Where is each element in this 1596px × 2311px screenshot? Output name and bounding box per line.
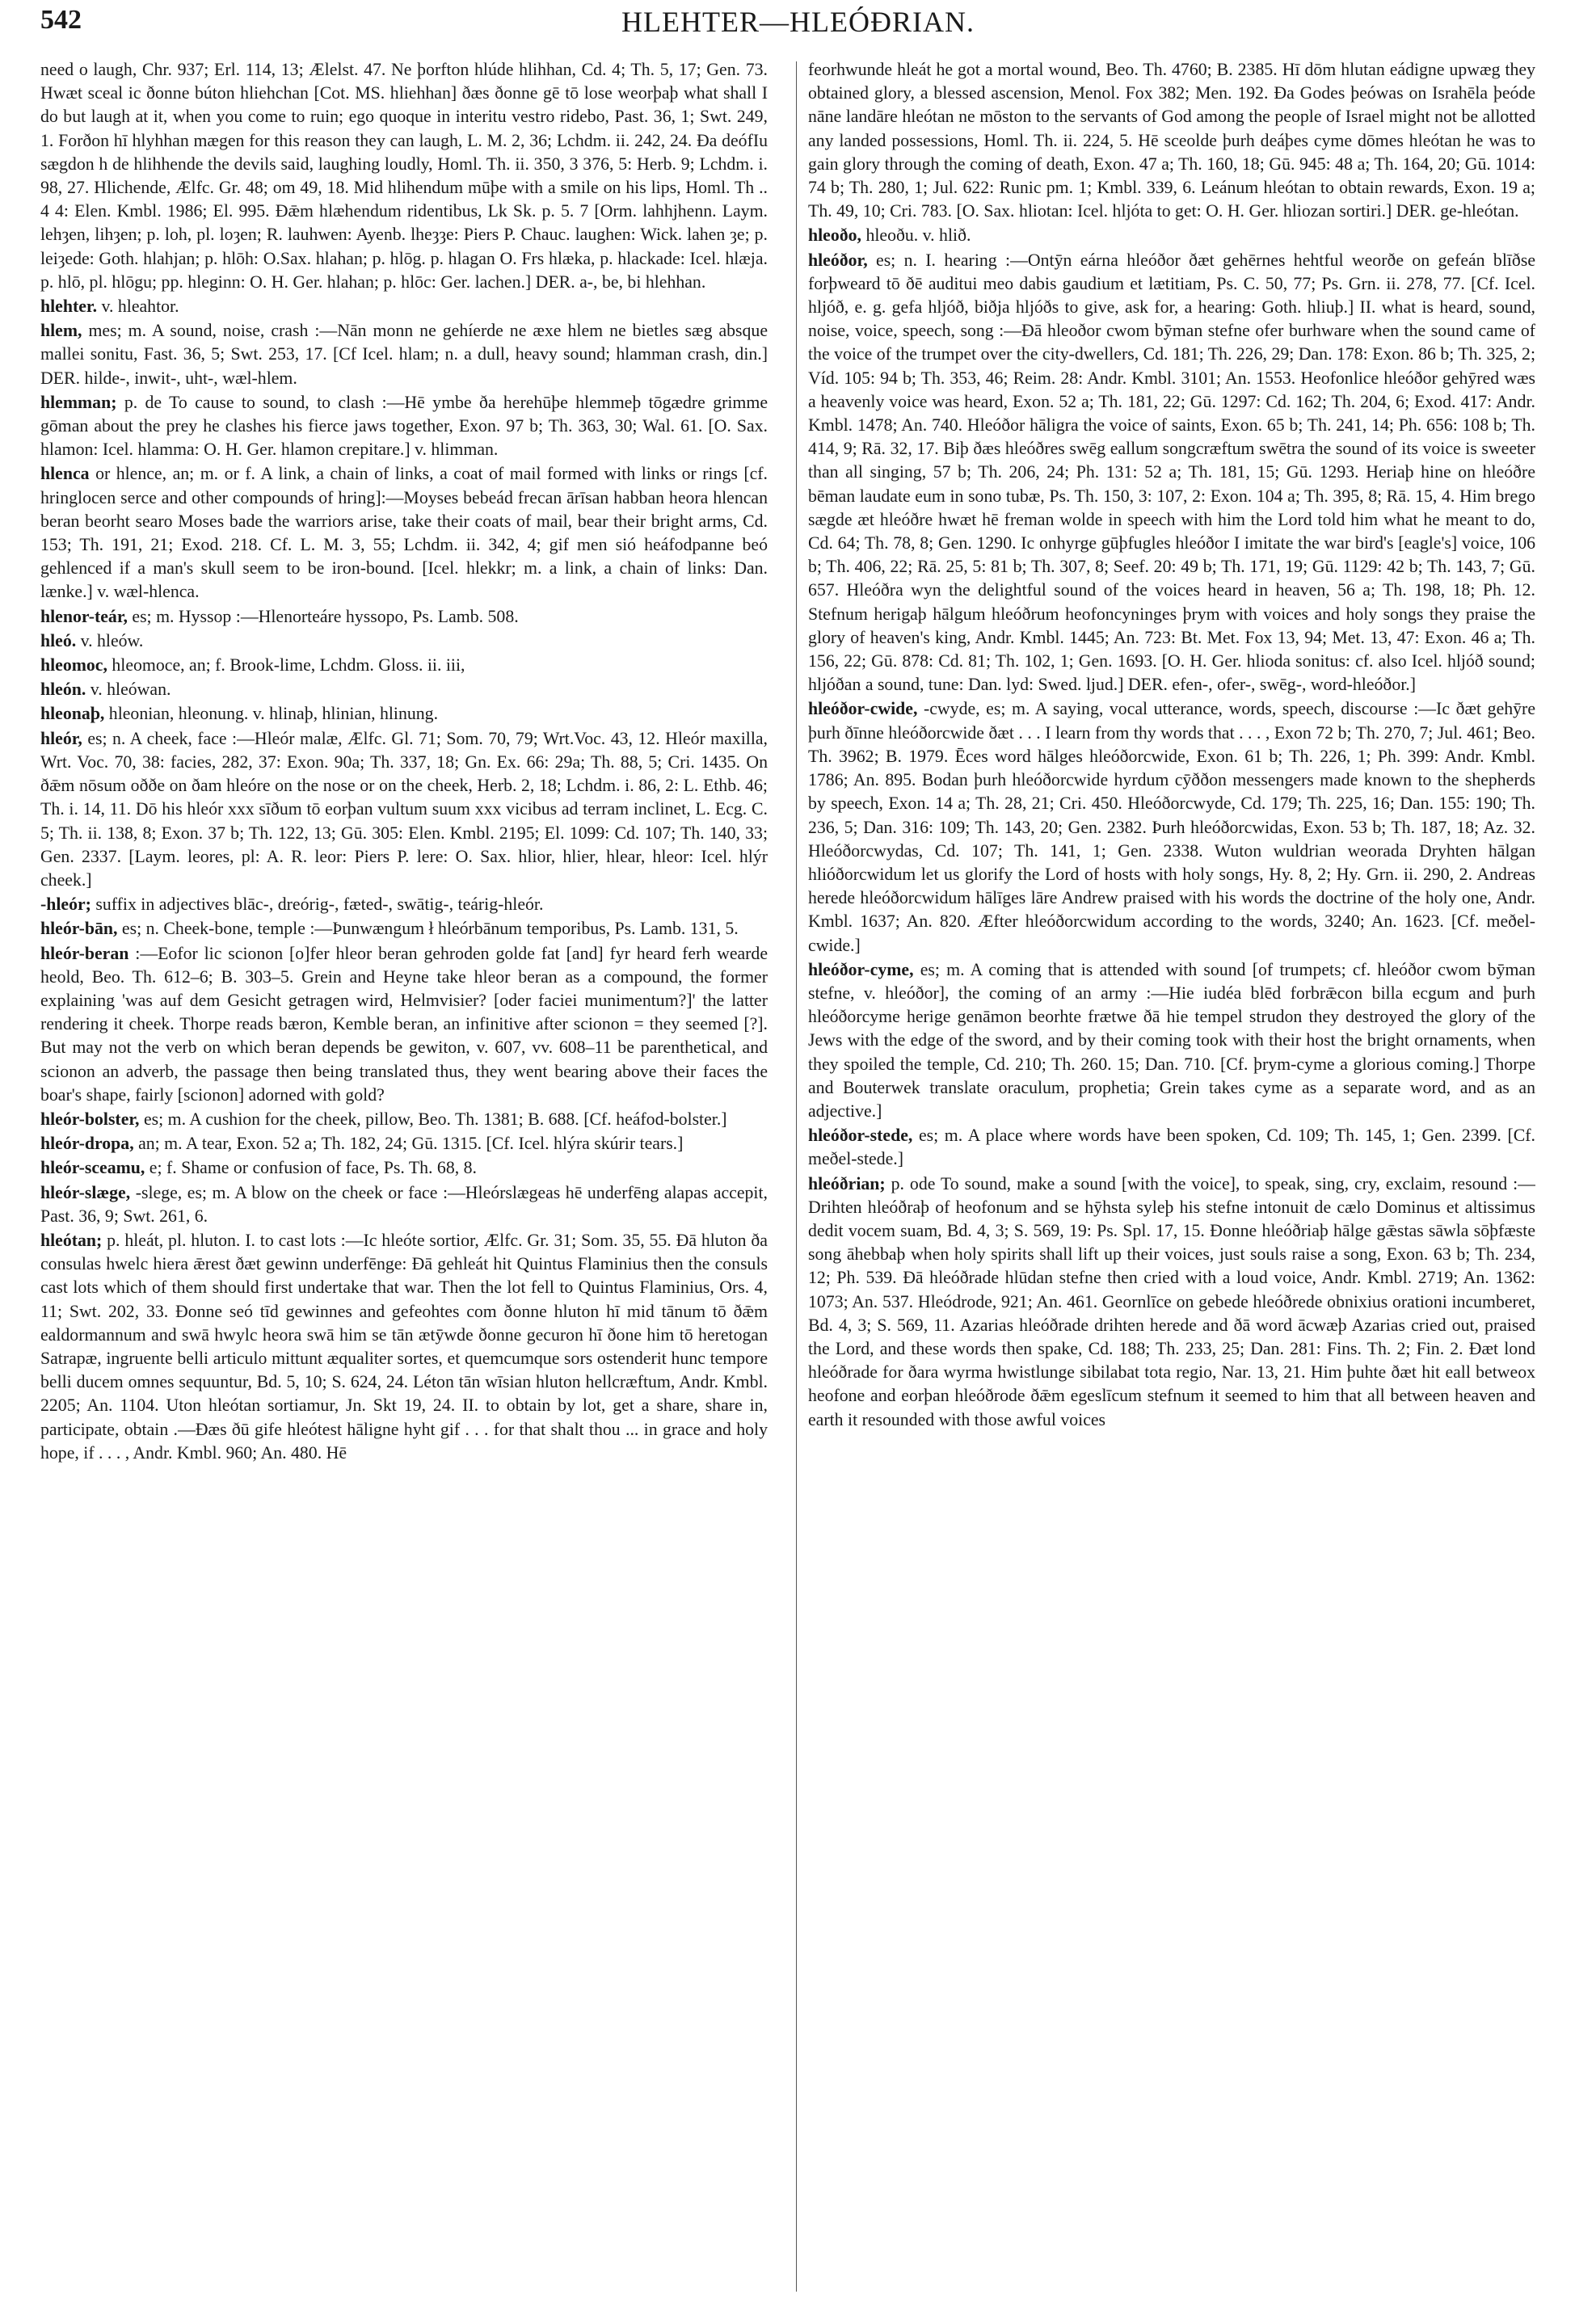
page-number: 542 — [40, 5, 82, 35]
headword: hleór-sceamu, — [40, 1158, 145, 1178]
entry-text: e; f. Shame or confusion of face, Ps. Th. 68, 8. — [145, 1158, 477, 1178]
headword: hleoðo, — [808, 225, 861, 246]
headword: hleóðor, — [808, 250, 868, 270]
entry-text: need o laugh, Chr. 937; Erl. 114, 13; Ælelst. 47. Ne þorfton hlúde hlihhan, Cd. 4; Th. 5, 17; Gen. 73. Hwæt sceal ic ðonne búton hliehchan [Cot. MS. hliehhan] ðæs ðonne gē tō lose weorþaþ what shall I do but laugh at it, when you come to ruin; ego quoque in interitu vestro ridebo, Past. 36, 1; Swt. 249, 1. Forðon hī hlyhhan mægen for this reason they can laugh, L. M. 2, 36; Lchdm. ii. 242, 24. Ða deófIu sægdon h de hlihhende the devils said, laughing loudly, Homl. Th. ii. 350, 3 376, 5: Herb. 9; Lchdm. i. 98, 27. Hlichende, Ælfc. Gr. 48; om 49, 18. Mid hlihendum mūþe with a smile on his lips, Homl. Th .. 4 4: Elen. Kmbl. 1986; El. 995. Ðǣm hlæhendum ridentibus, Lk Sk. p. 5. 7 [Orm. lahhjhenn. Laym. lehȝen, lihȝen; p. loh, pl. loȝen; R. lauhwen: Ayenb. lheȝȝe: Piers P. Chauc. laughen: Wick. lahen ȝe; p. leiȝede: Goth. hlahjan; p. hlōh: O.Sax. hlahan; p. hlōg. p. hlagan O. Frs hlæka, p. hlackade: Icel. hlæja. p. hlō, pl. hlōgu; pp. hleginn: O. H. Ger. hlahan; p. hlōc: Ger. lachen.] DER. a-, be, bi hlehhan. — [40, 60, 768, 292]
headword: hleóðor-cyme, — [808, 959, 914, 979]
dictionary-entry — [40, 727, 768, 892]
entry-text: es; m. A place where words have been spoken, Cd. 109; Th. 145, 1; Gen. 2399. [Cf. meðel-stede.] — [808, 1126, 1535, 1169]
dictionary-entry — [40, 942, 768, 1107]
entry-text: an; m. A tear, Exon. 52 a; Th. 182, 24; Gū. 1315. [Cf. Icel. hlýra skúrir tears.] — [133, 1134, 684, 1154]
running-head: HLEHTER—HLEÓÐRIAN. — [621, 6, 975, 38]
left-column — [40, 58, 768, 2296]
dictionary-entry — [808, 249, 1535, 697]
entry-text: p. de To cause to sound, to clash :—Hē ymbe ða herehūþe hlemmeþ tōgædre grimme gōman about the prey he clashes his fierce jaws together, Exon. 97 b; Th. 363, 30; Wal. 61. [O. Sax. hlamon: Icel. hlamma: O. H. Ger. hlamon crepitare.] v. hlimman. — [40, 392, 768, 460]
dictionary-entry — [808, 958, 1535, 1123]
dictionary-entry — [40, 629, 768, 653]
headword: -hleór; — [40, 895, 91, 915]
headword: hlenor-teár, — [40, 606, 128, 626]
entry-text: v. hleahtor. — [97, 297, 179, 317]
headword: hlem, — [40, 321, 82, 341]
dictionary-entry — [808, 1124, 1535, 1171]
headword: hleór-bolster, — [40, 1109, 140, 1129]
entry-text: -slege, es; m. A blow on the cheek or face :—Hleórslægeas hē underfēng alapas accepit, Past. 36, 9; Swt. 261, 6. — [40, 1182, 768, 1226]
dictionary-entry — [808, 224, 1535, 247]
headword: hleór-slæge, — [40, 1182, 131, 1202]
dictionary-entry — [40, 1229, 768, 1465]
headword: hleóðor-stede, — [808, 1126, 913, 1146]
entry-text: es; m. A cushion for the cheek, pillow, Beo. Th. 1381; B. 688. [Cf. heáfod-bolster.] — [139, 1109, 727, 1129]
headword: hleóðor-cwide, — [808, 699, 918, 719]
entry-text: -cwyde, es; m. A saying, vocal utterance, words, speech, discourse :—Ic ðæt gehȳre þurh ðīnne hleóðorcwide ðæt . . . I learn from thy words that . . . , Exon 72 b; Th. 270, 7; Jul. 461; Beo. Th. 3962; B. 1979. Ēces word hālges hleóðorcwide, Exon. 61 b; Th. 226, 1; Ph. 399: Andr. Kmbl. 1786; An. 895. Bodan þurh hleóðorcwide hyrdum cȳððon messengers made known to the shepherds by speech, Exon. 14 a; Th. 28, 21; Cri. 450. Hleóðorcwyde, Cd. 179; Th. 225, 16; Dan. 155: 190; Th. 236, 5; Dan. 316: 109; Th. 143, 20; Gen. 2382. Þurh hleóðorcwidas, Exon. 53 b; Th. 187, 18; Az. 32. Hleóðorcwydas, Cd. 107; Th. 141, 1; Gen. 2338. Wuton wuldrian weorada Dryhten hālgan hlióðorcwidum let us glorify the Lord of hosts with holy songs, Hy. 8, 2; Hy. Grn. ii. 290, 2. Andreas herede hleóðorcwidum hālīges lāre Andrew praised with his words the doctrine of the holy one, Andr. Kmbl. 1637; An. 820. Æfter hleóðorcwidum according to the words, 3240; An. 1623. [Cf. meðel-cwide.] — [808, 699, 1535, 955]
dictionary-entry — [40, 1108, 768, 1131]
headword: hleór, — [40, 728, 82, 748]
dictionary-entry — [40, 1132, 768, 1156]
dictionary-entry — [40, 295, 768, 318]
entry-text: hleonian, hleonung. v. hlinaþ, hlinian, hlinung. — [104, 704, 439, 724]
headword: hleór-bān, — [40, 919, 118, 939]
headword: hleó. — [40, 630, 77, 650]
dictionary-entry — [40, 462, 768, 604]
dictionary-entry — [40, 917, 768, 941]
entry-text: es; n. I. hearing :—Ontȳn eárna hleóðor ðæt gehērnes hehtful weorðe on gefeán blīðse forþweard tō ðē auditui meo dabis gaudium et lætitiam, Ps. C. 50, 77; Ps. Grn. ii. 278, 77. [Cf. Icel. hljóð, e. g. gefa hljóð, biðja hljóðs to give, ask for, a hearing: Goth. hliuþ.] II. what is heard, sound, noise, voice, speech, song :—Ðā hleoðor cwom bȳman stefne ofer burhware when the sound came of the voice of the trumpet over the city-dwellers, Cd. 181; Th. 226, 29; Dan. 178: Exon. 86 b; Th. 325, 2; Víd. 105: 94 b; Th. 353, 46; Reim. 28: Andr. Kmbl. 3101; An. 1553. Heofonlice hleóðor gehȳred wæs a heavenly voice was heard, Exon. 52 a; Th. 181, 22; Gū. 1297: Cd. 162; Th. 204, 6; Exod. 417: Andr. Kmbl. 1478; An. 740. Hleóðor hāligra the voice of saints, Exon. 65 b; Th. 241, 14; Ph. 656: 108 b; Th. 414, 9; Rā. 32, 17. Biþ ðæs hleóðres swēg eallum songcræftum swētra the sound of its voice is sweeter than all singing, 57 b; Th. 206, 24; Ph. 131: 52 a; Th. 181, 15; Gū. 1293. Heriaþ hine on hleóðre bēman laudate eum in sono tubæ, Ps. Th. 150, 3: 107, 2: Exon. 104 a; Th. 395, 8; Rā. 15, 4. Him brego sægde æt hleóðre hwæt hē freman wolde in speech with him the Lord told him what he meant to do, Cd. 64; Th. 78, 8; Gen. 1290. Ic onhyrge gūþfugles hleóðor I imitate the war bird's [eagle's] voice, 106 b; Th. 406, 22; Rā. 25, 5: 81 b; Th. 307, 8; Seef. 20: 49 b; Th. 171, 19; Gū. 1129: 42 b; Th. 143, 7; Gū. 657. Hleóðra wyn the delightful sound of the voices heard in heaven, 56 a; Th. 198, 18; Ph. 12. Stefnum herigaþ hālgum hleóðrum heofoncyninges þrym with voices and holy songs they praise the glory of heaven's king, Andr. Kmbl. 1445; An. 723: Bt. Met. Fox 13, 94; Met. 13, 47: Exon. 46 a; Th. 156, 22; Gū. 878: Cd. 81; Th. 102, 1; Gen. 1693. [O. H. Ger. hlioda sonitus: cf. also Icel. hljóð sound; hljóðan a sound, tune: Dan. lyd: Swed. ljud.] DER. efen-, ofer-, swēg-, word-hleóðor.] — [808, 250, 1535, 695]
dictionary-entry — [40, 605, 768, 629]
column-divider — [796, 61, 797, 2292]
dictionary-entry — [808, 58, 1535, 223]
headword: hleór-dropa, — [40, 1134, 134, 1154]
dictionary-entry — [40, 1156, 768, 1180]
dictionary-entry — [40, 1181, 768, 1228]
headword: hleótan; — [40, 1230, 103, 1250]
entry-text: or hlence, an; m. or f. A link, a chain of links, a coat of mail formed with links or rings [cf. hringlocen serce and other compounds of hring]:—Moyses bebeád frecan ārīsan habban heora hlencan beran beorht searo Moses bade the warriors arise, take their coats of mail, bear their bright arms, Cd. 153; Th. 191, 21; Exod. 218. Cf. L. M. 3, 55; Lchdm. ii. 342, 4; gif men sió heáfodpanne beó gehlenced if a man's skull seem to be iron-bound. [Icel. hlekkr; m. a link, a chain of links: Dan. lænke.] v. wæl-hlenca. — [40, 464, 768, 602]
entry-text: :—Eofor lic scionon [o]fer hleor beran gehroden golde fat [and] fyr heard ferh wearde heold, Beo. Th. 612–6; B. 303–5. Grein and Heyne take hleor beran as a compound, the former explaining 'was auf dem Gesicht getragen wird, Helmvisier? [oder faciei munimentum?]' the latter rendering it cheek. Thorpe reads bæron, Kemble beran, an infinitive after scionon = they seemed [?]. But may not the verb on which beran depends be gewiton, v. 607, vv. 608–11 be parenthetical, and scionon an adverb, the passage then being translated thus, they went bearing above their faces the boar's shape, fairly [scionon] adorned with gold? — [40, 943, 768, 1105]
entry-text: es; n. Cheek-bone, temple :—Þunwængum ł hleórbānum temporibus, Ps. Lamb. 131, 5. — [117, 919, 739, 939]
dictionary-entry — [40, 893, 768, 916]
entry-text: es; m. Hyssop :—Hlenorteáre hyssopo, Ps. Lamb. 508. — [127, 606, 519, 626]
entry-text: es; n. A cheek, face :—Hleór malæ, Ælfc. Gl. 71; Som. 70, 79; Wrt.Voc. 43, 12. Hleór maxilla, Wrt. Voc. 70, 38: facies, 282, 37: Exon. 90a; Th. 337, 18; Gn. Ex. 66: 29a; Th. 88, 5; Cri. 1435. On ðǣm nōsum oððe on ðam hleóre on the nose or on the cheek, Herb. 2, 18; Lchdm. i. 86, 2: L. Ethb. 46; Th. i. 14, 11. Dō his hleór xxx sīðum tō eorþan vultum suum xxx vicibus ad terram inclinet, L. Ecg. C. 5; Th. ii. 138, 8; Exon. 37 b; Th. 122, 13; Gū. 305: Elen. Kmbl. 2195; El. 1099: Cd. 107; Th. 140, 33; Gen. 2337. [Laym. leores, pl: A. R. leor: Piers P. lere: O. Sax. hlior, hlier, hlear, hleor: Icel. hlýr cheek.] — [40, 728, 768, 890]
dictionary-entry — [40, 654, 768, 677]
dictionary-entry — [808, 1172, 1535, 1432]
dictionary-entry — [40, 319, 768, 390]
entry-text: es; m. A coming that is attended with sound [of trumpets; cf. hleóðor cwom bȳman stefne, v. hleóðor], the coming of an army :—Hie iudéa blēd forbrǣcon billa ecgum and þurh hleóðorcyme herige genāmon beorhte frætwe ðā hie tempel strudon they destroyed the glory of the Jews with the edge of the sword, and by their coming took with their host the bright ornaments, when they spoiled the temple, Cd. 210; Th. 260. 15; Dan. 710. [Cf. þrym-cyme a glorious coming.] Thorpe and Bouterwek translate oraculum, prophetia; Grein takes cyme as a separate word, and as an adjective.] — [808, 959, 1535, 1121]
headword: hlenca — [40, 464, 90, 484]
right-column — [808, 58, 1535, 2296]
entry-text: hleoðu. v. hlið. — [861, 225, 971, 246]
headword: hleón. — [40, 680, 86, 700]
headword: hlemman; — [40, 392, 117, 412]
dictionary-entry — [40, 702, 768, 726]
dictionary-entry — [40, 58, 768, 294]
dictionary-entry — [808, 697, 1535, 957]
entry-text: mes; m. A sound, noise, crash :—Nān monn ne gehíerde ne æxe hlem ne bietles sæg absque mallei sonitu, Fast. 36, 5; Swt. 253, 17. [Cf Icel. hlam; n. a dull, heavy sound; hlamman crash, din.] DER. hilde-, inwit-, uht-, wæl-hlem. — [40, 321, 768, 388]
headword: hleomoc, — [40, 655, 107, 676]
entry-text: hleomoce, an; f. Brook-lime, Lchdm. Gloss. ii. iii, — [107, 655, 465, 676]
entry-text: p. hleát, pl. hluton. I. to cast lots :—Ic hleóte sortior, Ælfc. Gr. 31; Som. 35, 55. Ðā hluton ða consulas hwelc hiera ǣrest ðæt gewinn underfēnge: Ðā gehleát hit Quintus Flaminius then the consuls cast lots which of them should first undertake that war. Then the lot fell to Quintus Flaminius, Ors. 4, 11; Swt. 202, 33. Ðonne seó tīd gewinnes and gefeohtes com ðonne hluton hī mid tānum tō ðǣm ealdormannum and swā hwylc heora swā him se tān ætȳwde ðonne gecuron hī ðone him tō heretogan Satrapæ, ingruente belli articulo mittunt æqualiter sortes, et quemcumque sors ostenderit hunc tempore belli ducem omnes sequuntur, Bd. 5, 10; S. 624, 24. Léton tān wīsian hluton hellcræftum, Andr. Kmbl. 2205; An. 1104. Uton hleótan sortiamur, Jn. Skt 19, 24. II. to obtain by lot, get a share, share in, participate, obtain .—Ðæs ðū gife hleótest hāligne hyht gif . . . for that shalt thou ... in grace and holy hope, if . . . , Andr. Kmbl. 960; An. 480. Hē — [40, 1230, 768, 1463]
headword: hlehter. — [40, 297, 98, 317]
entry-text: v. hleów. — [76, 630, 144, 650]
headword: hleór-beran — [40, 943, 129, 963]
dictionary-entry — [40, 678, 768, 701]
headword: hleóðrian; — [808, 1173, 886, 1193]
entry-text: suffix in adjectives blāc-, dreórig-, fæted-, swātig-, teárig-hleór. — [91, 895, 544, 915]
dictionary-entry — [40, 391, 768, 462]
entry-text: p. ode To sound, make a sound [with the voice], to speak, sing, cry, exclaim, resound :—Drihten hleóðraþ of heofonum and se hȳhsta syleþ his stefne intonuit de cælo Dominus et altissimus dedit vocem suam, Bd. 4, 3; S. 569, 19: Ps. Spl. 17, 15. Ðonne hleóðriaþ hālge gǣstas sāwla sōþfæste song āhebbaþ when holy spirits shall lift up their voices, just souls raise a song, Exon. 63 b; Th. 234, 12; Ph. 539. Ðā hleóðrade hlūdan stefne then cried with a loud voice, Andr. Kmbl. 2719; An. 1362: 1073; An. 537. Hleódrode, 921; An. 461. Geornlīce on gebede hleóðrede obnixius orationi incumberet, Bd. 4, 3; S. 569, 11. Azarias hleóðrade drihten herede and ðā word ācwæþ Azarias cried out, praised the Lord, and these words then spake, Cd. 188; Th. 233, 25; Dan. 281: Fins. Th. 2; Fin. 2. Ðæt lond hleóðrade for ðara wyrma hwistlunge sibilabat tota regio, Nar. 13, 21. Him þuhte ðæt hit eall betweox heofone and eorþan hleóðrode ðǣm egeslīcum stefnum it seemed to him that all between heaven and earth it resounded with those awful voices — [808, 1173, 1535, 1429]
entry-text: v. hleówan. — [86, 680, 171, 700]
headword: hleonaþ, — [40, 704, 105, 724]
page-header — [0, 0, 1596, 48]
entry-text: feorhwunde hleát he got a mortal wound, Beo. Th. 4760; B. 2385. Hī dōm hlutan eádigne upwæg they obtained glory, a blessed ascension, Menol. Fox 382; Men. 192. Ða Godes þeówas on Israhēla þeóde nāne landāre hleótan ne mōston to the servants of God among the people of Israel might not be allotted any landed possessions, Homl. Th. ii. 224, 5. Hē sceolde þurh deáþes cyme dōmes hleótan he was to gain glory through the coming of death, Exon. 47 a; Th. 160, 18; Gū. 945: 48 a; Th. 164, 20; Gū. 1014: 74 b; Th. 280, 1; Jul. 622: Runic pm. 1; Kmbl. 339, 6. Leánum hleótan to obtain rewards, Exon. 19 a; Th. 49, 10; Cri. 783. [O. Sax. hliotan: Icel. hljóta to get: O. H. Ger. hliozan sortiri.] DER. ge-hleótan. — [808, 60, 1535, 221]
